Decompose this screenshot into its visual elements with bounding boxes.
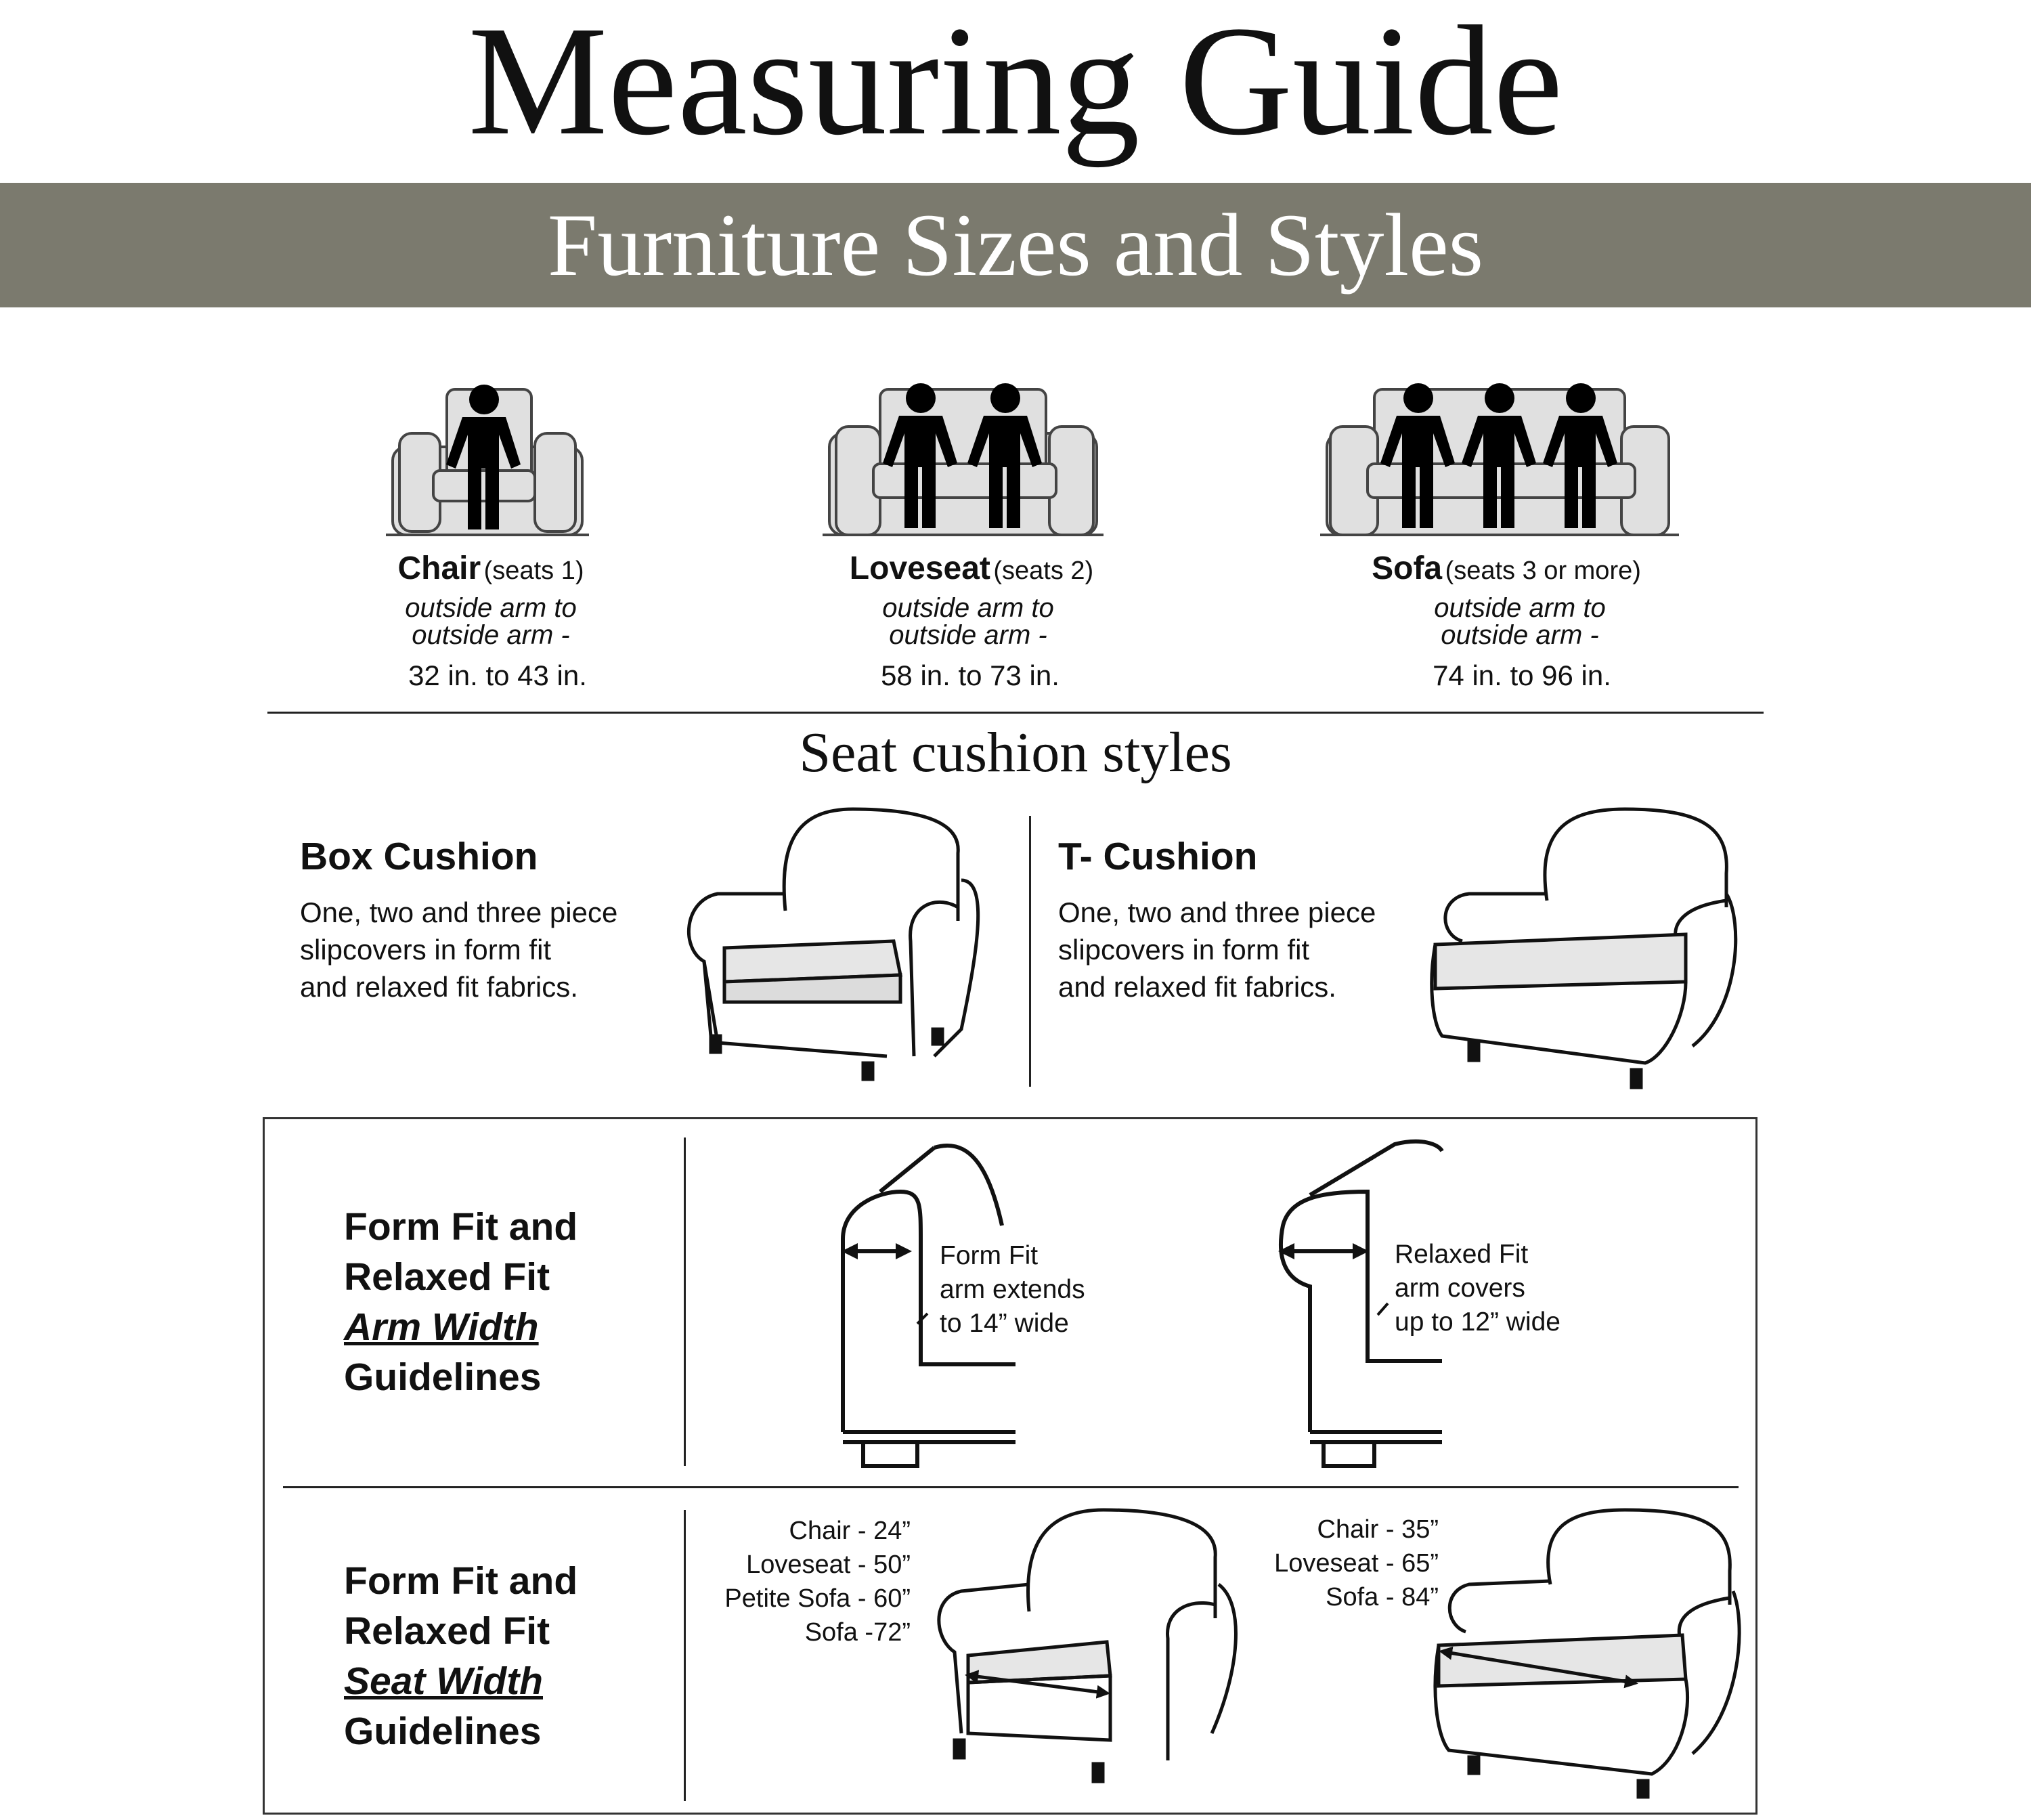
box-cushion-desc-line: and relaxed fit fabrics. (300, 971, 578, 1003)
chair-size-heading (254, 550, 728, 595)
arm-guide-line: Relaxed Fit (344, 1255, 550, 1299)
box-seat-size: Sofa -72” (804, 1618, 911, 1647)
form-fit-label (940, 1239, 1156, 1341)
sofa-desc-1: outside arm to (1434, 593, 1606, 623)
t-seat-sizes (1154, 1513, 1439, 1614)
page-title: Measuring Guide (468, 0, 1563, 168)
sofa-range: 74 in. to 96 in. (1433, 659, 1611, 691)
loveseat-size-heading (735, 550, 1208, 595)
loveseat-desc-2: outside arm - (889, 620, 1047, 650)
box-cushion-desc-line: slipcovers in form fit (300, 934, 552, 966)
loveseat-desc-1: outside arm to (882, 593, 1054, 623)
form-fit-line: arm extends (940, 1275, 1085, 1304)
box-seat-size: Chair - 24” (789, 1517, 911, 1545)
arm-guide-line: Form Fit and (344, 1205, 578, 1249)
loveseat-label: Loveseat (849, 550, 990, 586)
seat-guide-line: Form Fit and (344, 1559, 578, 1603)
t-cushion-title: T- Cushion (1058, 835, 1258, 878)
t-seat-size: Chair - 35” (1317, 1515, 1439, 1544)
loveseat-range: 58 in. to 73 in. (881, 659, 1060, 691)
form-fit-line: to 14” wide (940, 1309, 1069, 1338)
cushion-divider (1029, 816, 1031, 1087)
seat-guide-line: Guidelines (344, 1710, 542, 1753)
t-cushion-desc (1058, 894, 1437, 1005)
box-cushion-chair-icon (689, 809, 978, 1079)
box-seat-sizes (626, 1514, 911, 1649)
arm-guide-divider (684, 1138, 686, 1466)
arm-guide-line: Guidelines (344, 1356, 542, 1399)
chair-desc-1: outside arm to (405, 593, 577, 623)
relaxed-fit-label (1395, 1238, 1611, 1339)
arm-guide-emphasis: Arm Width (344, 1305, 539, 1349)
seat-guide-emphasis: Seat Width (344, 1660, 543, 1703)
chair-desc-2: outside arm - (412, 620, 570, 650)
seat-guide-line: Relaxed Fit (344, 1609, 550, 1653)
t-seat-size: Loveseat - 65” (1274, 1549, 1439, 1578)
box-cushion-desc (300, 894, 679, 1005)
sofa-desc-2: outside arm - (1441, 620, 1599, 650)
t-cushion-desc-line: One, two and three piece (1058, 896, 1376, 928)
t-cushion-desc-line: slipcovers in form fit (1058, 934, 1310, 966)
section-divider (267, 712, 1764, 714)
t-seat-size: Sofa - 84” (1326, 1583, 1439, 1611)
box-cushion-title: Box Cushion (300, 835, 538, 878)
form-fit-line: Form Fit (940, 1241, 1039, 1270)
box-cushion-desc-line: One, two and three piece (300, 896, 618, 928)
guidelines-divider (283, 1486, 1739, 1488)
loveseat-icon (823, 389, 1104, 535)
box-seat-size: Petite Sofa - 60” (724, 1584, 911, 1613)
section-title: Seat cushion styles (799, 721, 1232, 784)
sofa-size-heading (1269, 550, 1743, 595)
page-subtitle: Furniture Sizes and Styles (547, 195, 1484, 295)
relaxed-fit-line: Relaxed Fit (1395, 1240, 1529, 1269)
sofa-label: Sofa (1372, 550, 1443, 586)
t-cushion-desc-line: and relaxed fit fabrics. (1058, 971, 1336, 1003)
relaxed-fit-line: up to 12” wide (1395, 1307, 1560, 1337)
chair-range: 32 in. to 43 in. (408, 659, 587, 691)
chair-seats: (seats 1) (483, 557, 584, 585)
relaxed-fit-line: arm covers (1395, 1274, 1525, 1303)
chair-label: Chair (397, 550, 481, 586)
t-cushion-chair-icon (1432, 809, 1736, 1087)
box-seat-size: Loveseat - 50” (746, 1551, 911, 1579)
loveseat-seats: (seats 2) (993, 557, 1094, 585)
arm-guide-title (344, 1202, 682, 1402)
sofa-seats: (seats 3 or more) (1445, 557, 1641, 585)
